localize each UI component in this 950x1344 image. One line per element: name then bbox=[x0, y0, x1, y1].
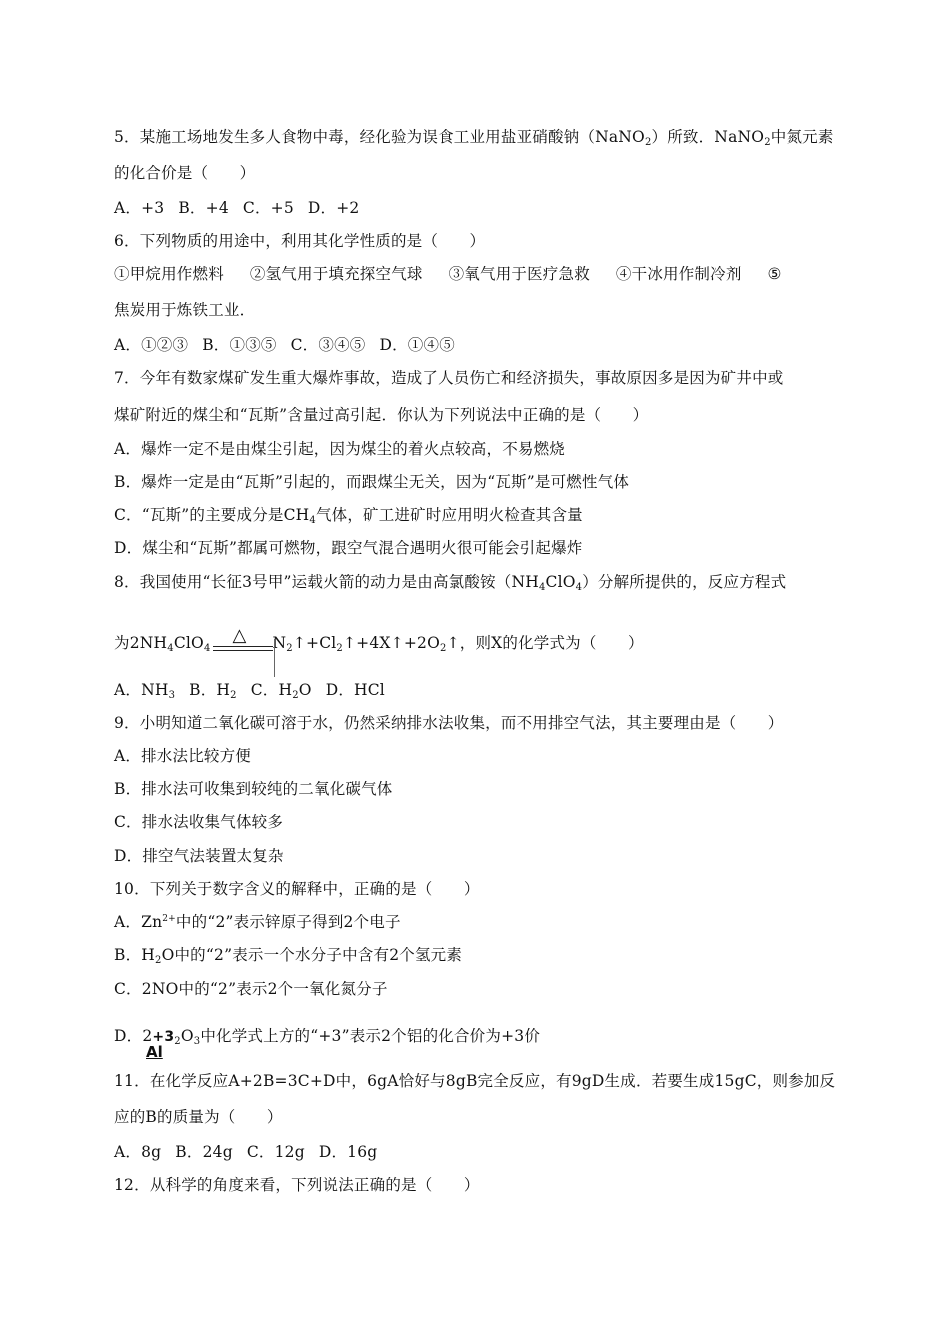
q6-item-1: ①甲烷用作燃料 bbox=[114, 265, 224, 283]
q11-option-c[interactable]: C．12g bbox=[246, 1143, 305, 1161]
q8-option-c[interactable]: C．$H_2O$ bbox=[250, 681, 312, 701]
q10-option-c[interactable]: C．2NO中的“2”表示2个一氧化氮分子 bbox=[114, 980, 388, 998]
q7-line1: 7．今年有数家煤矿发生重大爆炸事故，造成了人员伤亡和经济损失，事故原因多是因为矿井中或 bbox=[114, 369, 784, 387]
q11-line1: 11．在化学反应A+2B=3C+D中，6gA恰好与8gB完全反应，有9gD生成．若要生成15gC，则参加反 bbox=[114, 1072, 836, 1090]
q7-option-b[interactable]: B．爆炸一定是由“瓦斯”引起的，而跟煤尘无关，因为“瓦斯”是可燃性气体 bbox=[114, 473, 630, 491]
q6-items bbox=[114, 263, 782, 285]
q6-stem: 6．下列物质的用途中，利用其化学性质的是（ ） bbox=[114, 232, 486, 250]
q10-stem: 10．下列关于数字含义的解释中，正确的是（ ） bbox=[114, 880, 480, 898]
q6-option-c[interactable]: C．③④⑤ bbox=[290, 336, 366, 354]
q9-option-d[interactable]: D．排空气法装置太复杂 bbox=[114, 847, 284, 865]
q6-option-b[interactable]: B．①③⑤ bbox=[202, 336, 277, 354]
q10-option-d[interactable]: D．$2+3_2O_3$中化学式上方的“+3”表示2个铝的化合价为+3价 bbox=[114, 1027, 541, 1047]
q6-item-3: ③氧气用于医疗急救 bbox=[448, 265, 590, 283]
q7-option-d[interactable]: D．煤尘和“瓦斯”都属可燃物，跟空气混合遇明火很可能会引起爆炸 bbox=[114, 539, 583, 557]
q9-stem: 9．小明知道二氧化碳可溶于水，仍然采纳排水法收集，而不用排空气法，其主要理由是（ ） bbox=[114, 714, 784, 732]
q6-option-d[interactable]: D．①④⑤ bbox=[379, 336, 455, 354]
q11-option-d[interactable]: D．16g bbox=[318, 1143, 378, 1161]
q5-option-b[interactable]: B．+4 bbox=[178, 199, 229, 217]
q5-option-a[interactable]: A．+3 bbox=[114, 199, 165, 217]
valence-label: +3 bbox=[152, 1029, 175, 1045]
q11-line2: 应的B的质量为（ ） bbox=[114, 1108, 283, 1126]
q7-line2: 煤矿附近的煤尘和“瓦斯”含量过高引起．你认为下列说法中正确的是（ ） bbox=[114, 406, 649, 424]
q6-item-5-cont: 焦炭用于炼铁工业． bbox=[114, 301, 256, 319]
q5-line1: 5．某施工场地发生多人食物中毒，经化验为误食工业用盐亚硝酸钠（NaNO$_2$）所致．NaNO$_2$中氮元素 bbox=[114, 128, 834, 148]
q11-option-a[interactable]: A．8g bbox=[114, 1143, 162, 1161]
q9-option-a[interactable]: A．排水法比较方便 bbox=[114, 747, 251, 765]
q5-option-c[interactable]: C．+5 bbox=[242, 199, 294, 217]
q5-option-d[interactable]: D．+2 bbox=[307, 199, 360, 217]
heat-triangle-icon: △ bbox=[232, 625, 247, 646]
q6-options bbox=[114, 334, 469, 356]
q8-line1: 8．我国使用“长征3号甲”运载火箭的动力是由高氯酸铵$(NH_4ClO_4)$分解所提供的，反应方程式 bbox=[114, 573, 787, 593]
q7-option-a[interactable]: A．爆炸一定不是由煤尘引起，因为煤尘的着火点较高，不易燃烧 bbox=[114, 440, 565, 458]
q6-option-a[interactable]: A．①②③ bbox=[114, 336, 189, 354]
q10-option-b[interactable]: B．$H_2O$中的“2”表示一个水分子中含有2个氢元素 bbox=[114, 946, 463, 966]
q9-option-b[interactable]: B．排水法可收集到较纯的二氧化碳气体 bbox=[114, 780, 393, 798]
reaction-condition-heat bbox=[211, 625, 273, 655]
q8-option-d[interactable]: D．HCl bbox=[325, 681, 385, 699]
q11-options bbox=[114, 1141, 391, 1163]
q6-item-2: ②氢气用于填充探空气球 bbox=[249, 265, 423, 283]
q7-option-c[interactable]: C．“瓦斯”的主要成分是$CH_4$气体，矿工进矿时应用明火检查其含量 bbox=[114, 506, 583, 526]
q9-option-c[interactable]: C．排水法收集气体较多 bbox=[114, 813, 284, 831]
q6-item-5: ⑤ bbox=[767, 265, 782, 283]
q5-line2: 的化合价是（ ） bbox=[114, 164, 256, 182]
q8-option-a[interactable]: A．$NH_3$ bbox=[114, 681, 176, 701]
q6-item-4: ④干冰用作制冷剂 bbox=[615, 265, 742, 283]
q5-options bbox=[114, 197, 373, 219]
q8-options bbox=[114, 679, 399, 701]
q10-option-a[interactable]: A．$Zn^{2+}$中的“2”表示锌原子得到2个电子 bbox=[114, 913, 401, 931]
q12-stem: 12．从科学的角度来看，下列说法正确的是（ ） bbox=[114, 1176, 480, 1194]
q8-equation: 为$2NH_4ClO_4$ △ $N_2↑+Cl_2↑+4X↑+2O_2↑$，则X的化学式为（ ） bbox=[114, 632, 644, 655]
aluminum-symbol: Al bbox=[146, 1043, 163, 1061]
q11-option-b[interactable]: B．24g bbox=[175, 1143, 233, 1161]
q8-option-b[interactable]: B．$H_2$ bbox=[189, 681, 237, 701]
